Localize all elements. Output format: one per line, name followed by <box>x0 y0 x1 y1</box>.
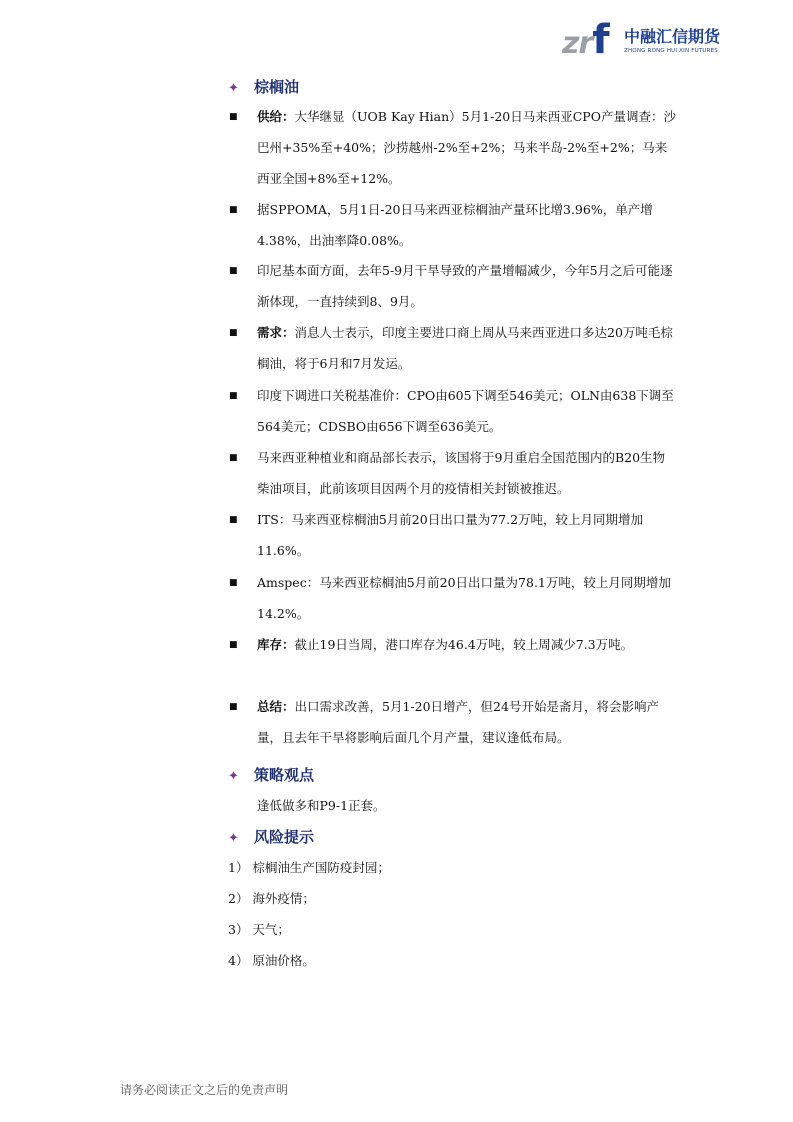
bullet-icon: ■ <box>229 453 238 463</box>
paragraph-supply: 供给：大华继显（UOB Kay Hian）5月1-20日马来西亚CPO产量调查：沙巴州+35%至+40%；沙捞越州-2%至+2%；马来半岛-2%至+2%；马来西亚全国+8%至+12%。 <box>257 109 676 186</box>
paragraph-its-exports: ITS：马来西亚棕榈油5月前20日出口量为77.2万吨，较上月同期增加11.6%。 <box>257 512 644 558</box>
bullet-icon: ■ <box>229 112 238 122</box>
bullet-icon: ■ <box>229 702 238 712</box>
company-logo <box>562 18 762 62</box>
logo-company-english: ZHONG RONG HUI XIN FUTURES <box>624 48 718 54</box>
section-marker-icon: ✦ <box>228 831 239 846</box>
bullet-icon: ■ <box>229 266 238 276</box>
section-marker-icon: ✦ <box>228 81 239 96</box>
bullet-icon: ■ <box>229 578 238 588</box>
paragraph-demand: 需求：消息人士表示，印度主要进口商上周从马来西亚进口多达20万吨毛棕榈油，将于6月和7月发运。 <box>257 325 673 371</box>
risk-item: 4） 原油价格。 <box>228 953 315 968</box>
paragraph-summary: 总结：出口需求改善，5月1-20日增产，但24号开始是斋月，将会影响产量，且去年干旱将影响后面几个月产量，建议逢低布局。 <box>257 699 659 745</box>
section-heading-risk: ✦ 风险提示 <box>228 828 315 846</box>
risk-item: 1） 棕榈油生产国防疫封园； <box>228 860 390 875</box>
logo-mark: zrf <box>562 17 609 63</box>
bullet-icon: ■ <box>229 640 238 650</box>
section-heading-strategy: ✦ 策略观点 <box>228 766 315 784</box>
risk-item: 3） 天气； <box>228 922 290 937</box>
paragraph-indonesia: 印尼基本面方面，去年5-9月干旱导致的产量增幅减少，今年5月之后可能逐渐体现，一直持续到8、9月。 <box>257 263 673 309</box>
paragraph-b20-biodiesel: 马来西亚种植业和商品部长表示，该国将于9月重启全国范围内的B20生物柴油项目，此前该项目因两个月的疫情相关封锁被推迟。 <box>257 450 666 496</box>
bullet-icon: ■ <box>229 391 238 401</box>
paragraph-sppoma: 据SPPOMA，5月1日-20日马来西亚棕榈油产量环比增3.96%，单产增4.38%，出油率降0.08%。 <box>257 202 653 248</box>
section-marker-icon: ✦ <box>228 769 239 784</box>
paragraph-inventory: 库存：截止19日当周，港口库存为46.4万吨，较上周减少7.3万吨。 <box>257 637 634 652</box>
paragraph-india-tariff: 印度下调进口关税基准价：CPO由605下调至546美元；OLN由638下调至564美元；CDSBO由656下调至636美元。 <box>257 388 674 434</box>
logo-company-name: 中融汇信期货 <box>624 27 721 46</box>
bullet-icon: ■ <box>229 515 238 525</box>
disclaimer-footer: 请务必阅读正文之后的免责声明 <box>120 1083 289 1097</box>
risk-item: 2） 海外疫情； <box>228 891 315 906</box>
strategy-text: 逢低做多和P9-1正套。 <box>257 798 386 813</box>
bullet-icon: ■ <box>229 205 238 215</box>
bullet-icon: ■ <box>229 328 238 338</box>
section-heading-palm-oil: ✦ 棕榈油 <box>228 78 300 96</box>
paragraph-amspec-exports: Amspec：马来西亚棕榈油5月前20日出口量为78.1万吨，较上月同期增加14.2%。 <box>257 575 671 621</box>
